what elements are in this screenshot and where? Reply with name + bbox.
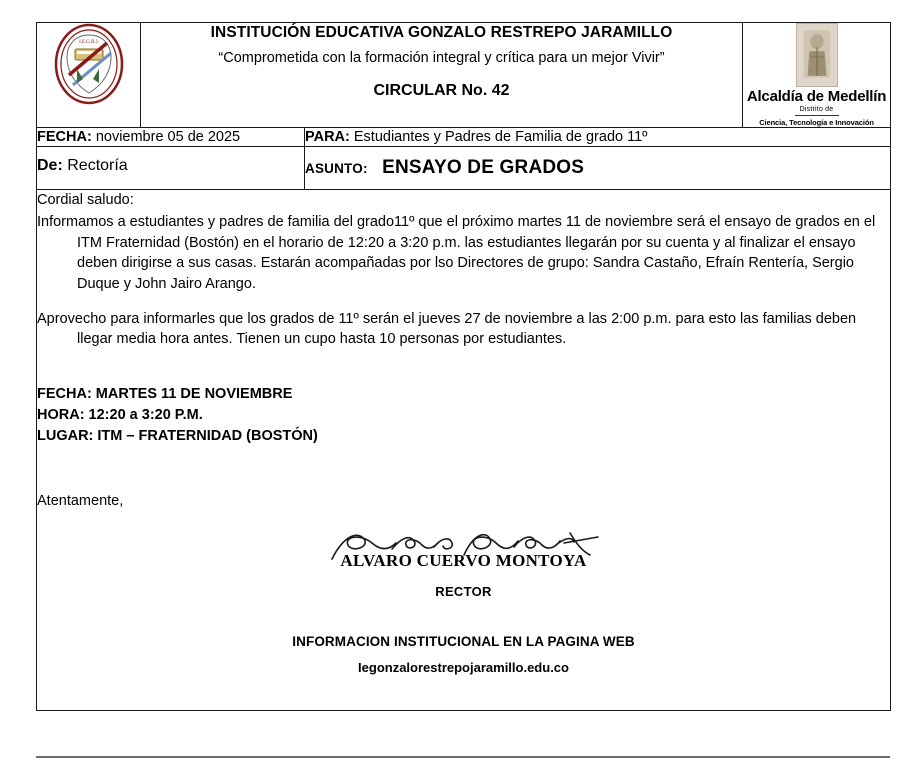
body-cell bbox=[37, 189, 891, 710]
paragraph-1: Informamos a estudiantes y padres de familia del grado11º que el próximo martes 11 de noviembre será el ensayo de grados en el ITM Fraternidad (Bostón) en el horario de 12:20 a 3:20 p.m. las estudiantes llegarán por su cuenta y al finalizar el ensayo deben dirigirse a sus casas. Estarán acompañadas por lso Directores de grupo: Sandra Castaño, Efraín Rentería, Sergio Duque y John Jairo Arango. bbox=[37, 214, 876, 292]
detail-hora: HORA: 12:20 a 3:20 P.M. bbox=[37, 406, 203, 423]
crest-cell bbox=[37, 23, 141, 128]
rector-name: ALVARO CUERVO MONTOYA bbox=[340, 551, 587, 571]
body-row bbox=[37, 189, 891, 710]
circular-document bbox=[36, 22, 890, 711]
signature-block bbox=[37, 529, 890, 602]
svg-text:I.E.G.R.J.: I.E.G.R.J. bbox=[78, 40, 99, 45]
de-cell bbox=[37, 146, 305, 189]
document-header-row bbox=[37, 23, 891, 128]
greeting-text: Cordial saludo: bbox=[37, 191, 134, 208]
footer-divider bbox=[36, 756, 890, 758]
de-value: Rectoría bbox=[67, 156, 128, 174]
asunto-cell bbox=[305, 146, 891, 189]
institution-name: INSTITUCIÓN EDUCATIVA GONZALO RESTREPO JARAMILLO bbox=[210, 24, 673, 41]
paragraph-gap bbox=[37, 295, 890, 309]
alcaldia-logo-cell bbox=[743, 23, 891, 128]
alcaldia-sub1: Distrito de bbox=[799, 105, 834, 113]
closing-text: Atentamente, bbox=[37, 492, 124, 509]
title-cell bbox=[141, 23, 743, 128]
web-info-text: INFORMACION INSTITUCIONAL EN LA PAGINA WEB bbox=[292, 633, 635, 649]
alcaldia-divider bbox=[795, 115, 839, 116]
para-cell bbox=[305, 127, 891, 146]
para-label: PARA: bbox=[305, 128, 350, 145]
event-details bbox=[37, 384, 890, 447]
meta-row-de-asunto bbox=[37, 146, 891, 189]
para-value: Estudiantes y Padres de Familia de grado 11º bbox=[353, 128, 648, 145]
alcaldia-emblem-icon bbox=[796, 23, 838, 87]
detail-lugar: LUGAR: ITM – FRATERNIDAD (BOSTÓN) bbox=[37, 427, 318, 444]
institution-motto: “Comprometida con la formación integral y crítica para un mejor Vivir” bbox=[218, 50, 665, 67]
paragraph-2: Aprovecho para informarles que los grados de 11º serán el jueves 27 de noviembre a las 2:00 p.m. para esto las familias deben llegar media hora antes. Tienen un cupo hasta 10 personas por estudiantes. bbox=[37, 310, 857, 348]
meta-row-fecha-para bbox=[37, 127, 891, 146]
rector-title: RECTOR bbox=[435, 584, 492, 600]
web-url-text: Iegonzalorestrepojaramillo.edu.co bbox=[358, 660, 569, 676]
document-table bbox=[36, 22, 891, 711]
asunto-label: ASUNTO: bbox=[305, 160, 368, 176]
fecha-value: noviembre 05 de 2025 bbox=[95, 128, 241, 145]
de-label: De: bbox=[37, 156, 63, 174]
fecha-label: FECHA: bbox=[37, 128, 92, 145]
alcaldia-sub2: Ciencia, Tecnología e Innovación bbox=[759, 117, 874, 127]
circular-number: CIRCULAR No. 42 bbox=[373, 82, 510, 100]
detail-fecha: FECHA: MARTES 11 DE NOVIEMBRE bbox=[37, 385, 293, 402]
asunto-value: ENSAYO DE GRADOS bbox=[382, 156, 585, 178]
fecha-cell bbox=[37, 127, 305, 146]
school-crest-icon bbox=[53, 23, 125, 105]
alcaldia-name: Alcaldía de Medellín bbox=[746, 88, 887, 105]
